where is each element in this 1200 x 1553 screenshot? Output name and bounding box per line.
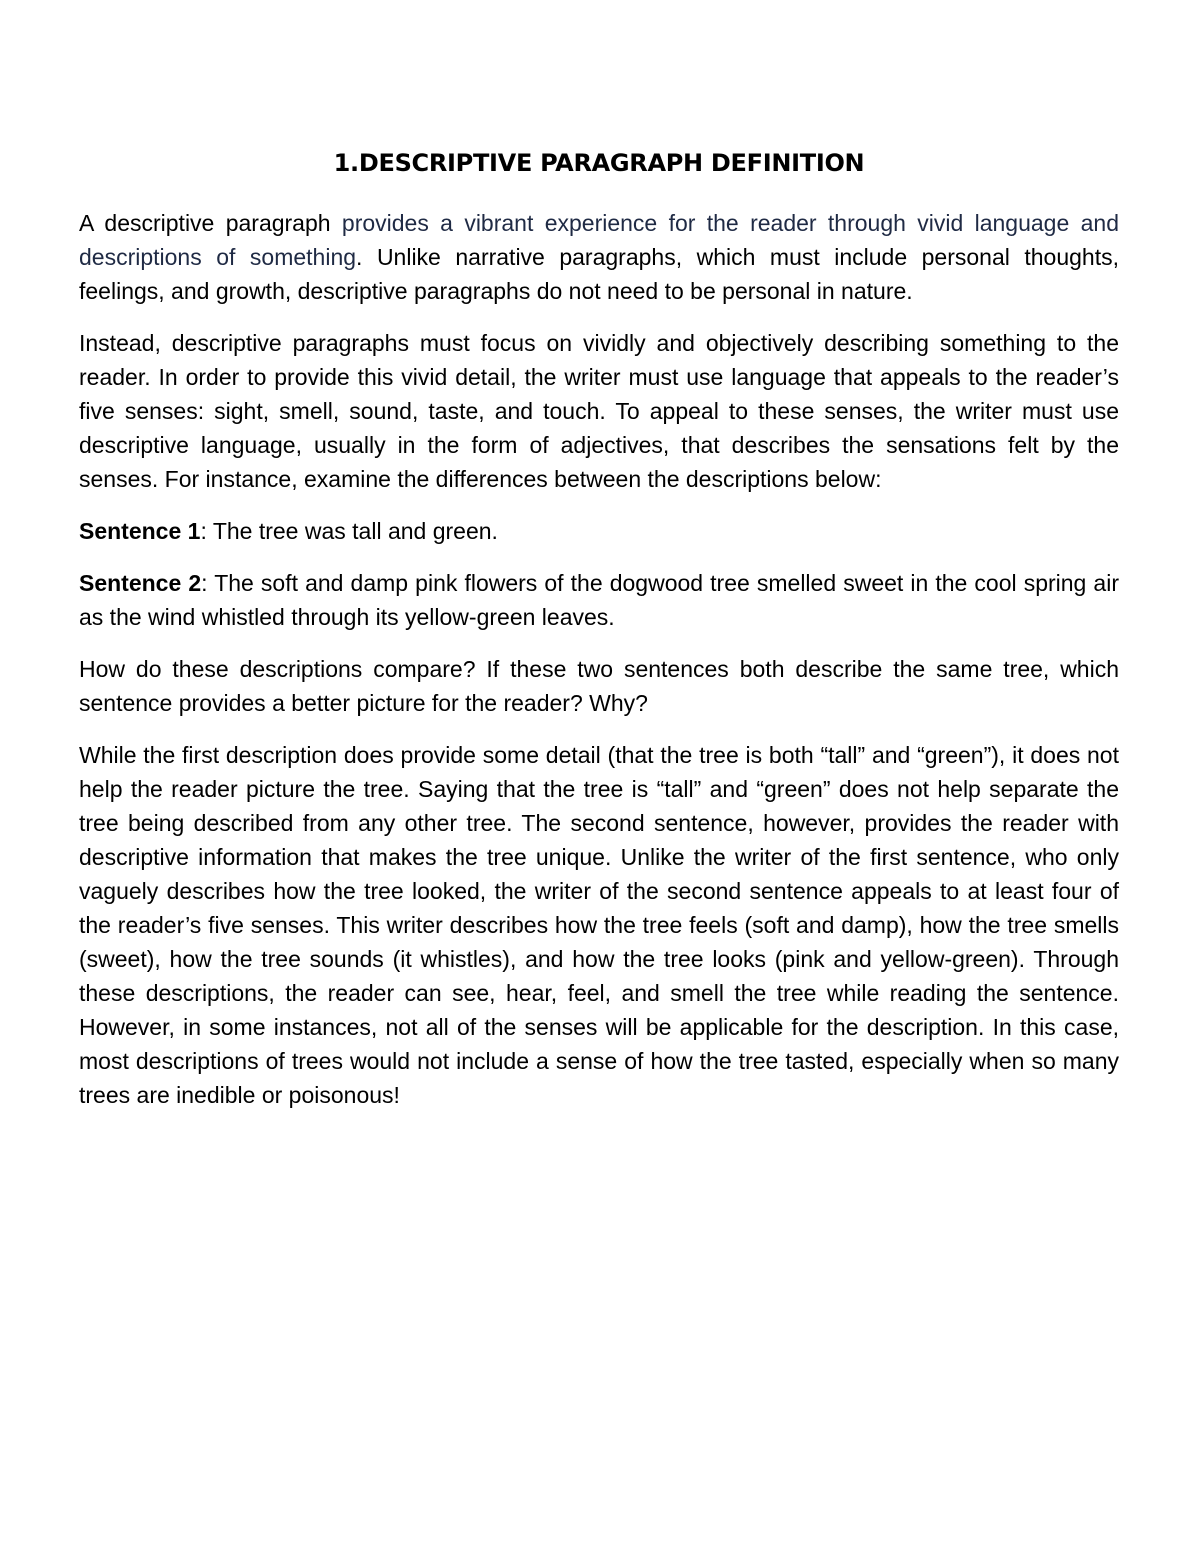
document-title: 1.DESCRIPTIVE PARAGRAPH DEFINITION bbox=[333, 149, 865, 177]
document-body bbox=[79, 140, 1119, 1130]
paragraph-comparison: How do these descriptions compare? If these two sentences both describe the same tree, which sentence provides a better picture for the reader? Why? bbox=[79, 656, 1119, 716]
sentence-two bbox=[79, 566, 1119, 634]
paragraph-senses: Instead, descriptive paragraphs must focus on vividly and objectively describing something to the reader. In order to provide this vivid detail, the writer must use language that appeals to the reader’s five senses: sight, smell, sound, taste, and touch. To appeal to these senses, the writer must use descriptive language, usually in the form of adjectives, that describes the sensations felt by the senses. For instance, examine the differences between the descriptions below: bbox=[79, 330, 1119, 492]
sentence-one-text: : The tree was tall and green. bbox=[200, 518, 498, 544]
sentence-two-text: : The soft and damp pink flowers of the dogwood tree smelled sweet in the cool spring air as the wind whistled through its yellow-green leaves. bbox=[79, 570, 1119, 630]
sentence-two-label: Sentence 2 bbox=[79, 570, 202, 596]
sentence-one bbox=[79, 514, 1119, 548]
sentence-one-label: Sentence 1 bbox=[79, 518, 201, 544]
paragraph-definition-accent: provides a vibrant experience for the reader through vivid language and descriptions of something bbox=[79, 210, 1119, 270]
paragraph-definition-lead: A descriptive paragraph bbox=[79, 210, 342, 236]
paragraph-definition-rest: . Unlike narrative paragraphs, which must include personal thoughts, feelings, and growth, descriptive paragraphs do not need to be personal in nature. bbox=[79, 244, 1120, 304]
paragraph-definition bbox=[79, 206, 1119, 308]
paragraph-analysis: While the first description does provide some detail (that the tree is both “tall” and “green”), it does not help the reader picture the tree. Saying that the tree is “tall” and “green” does not help separate the tree being described from any other tree. The second sentence, however, provides the reader with descriptive information that makes the tree unique. Unlike the writer of the first sentence, who only vaguely describes how the tree looked, the writer of the second sentence appeals to at least four of the reader’s five senses. This writer describes how the tree feels (soft and damp), how the tree smells (sweet), how the tree sounds (it whistles), and how the tree looks (pink and yellow-green). Through these descriptions, the reader can see, hear, feel, and smell the tree while reading the sentence. However, in some instances, not all of the senses will be applicable for the description. In this case, most descriptions of trees would not include a sense of how the tree tasted, especially when so many trees are inedible or poisonous! bbox=[79, 742, 1119, 1108]
